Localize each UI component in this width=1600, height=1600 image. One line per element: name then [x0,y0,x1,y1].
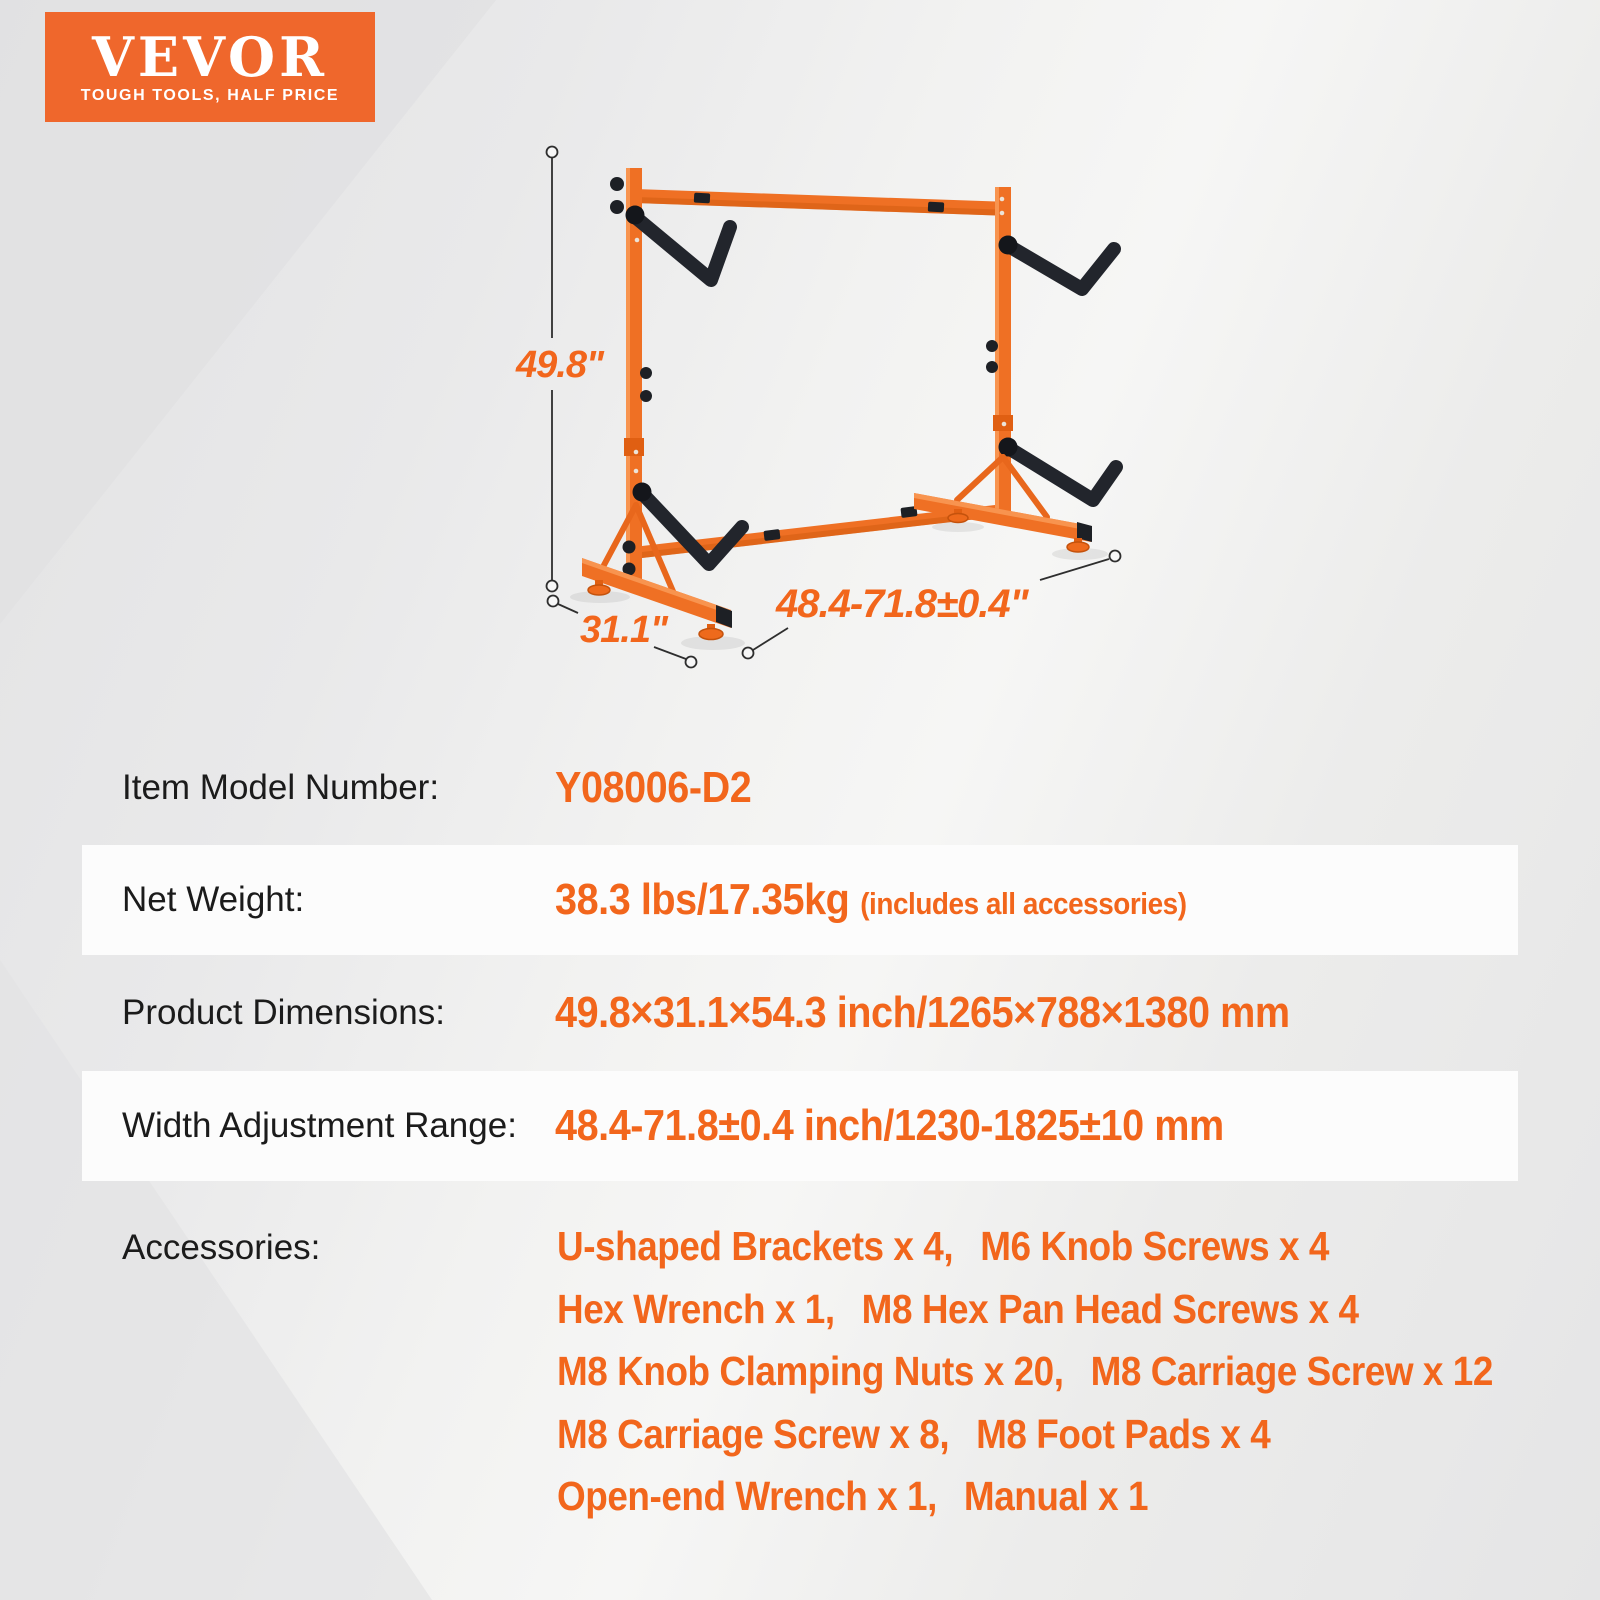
spec-label-model-number: Item Model Number: [122,768,440,807]
product-figure [480,130,1180,700]
foam-arm-upper-left [634,216,730,280]
vevor-logo [45,12,375,122]
dim-width-label: 48.4-71.8±0.4" [776,582,1028,626]
foam-arm-upper-right [1007,245,1114,289]
accessories-line-1: U-shaped Brackets x 4, M6 Knob Screws x 4 [557,1223,1329,1269]
accessories-line-2: Hex Wrench x 1, M8 Hex Pan Head Screws x 4 [557,1286,1359,1332]
list-separator: , [824,1286,853,1332]
spec-value-width-range: 48.4-71.8±0.4 inch/1230-1825±10 mm [555,1101,1224,1150]
spec-value-model-number: Y08006-D2 [555,763,752,812]
list-separator: , [927,1473,955,1519]
dim-height-label: 49.8" [516,344,603,386]
list-separator: , [1053,1348,1082,1394]
accessories-line-5: Open-end Wrench x 1, Manual x 1 [557,1473,1149,1519]
spec-value-dimensions: 49.8×31.1×54.3 inch/1265×788×1380 mm [555,988,1290,1037]
spec-label-net-weight: Net Weight: [122,880,305,919]
spec-label-width-range: Width Adjustment Range: [122,1106,517,1145]
net-weight-value: 38.3 lbs/17.35kg [555,875,850,924]
spec-label-dimensions: Product Dimensions: [122,993,445,1032]
brand-name: VEVOR [92,25,328,89]
foam-arm-lower-right [1007,447,1116,500]
brand-tagline: TOUGH TOOLS, HALF PRICE [80,87,340,104]
list-separator: , [939,1411,968,1457]
dim-depth-label: 31.1" [580,609,667,651]
spec-value-net-weight [555,873,1187,927]
list-separator: , [943,1223,972,1269]
accessories-line-4: M8 Carriage Screw x 8, M8 Foot Pads x 4 [557,1411,1271,1457]
net-weight-note: (includes all accessories) [860,886,1187,921]
spec-label-accessories: Accessories: [122,1228,321,1267]
accessories-line-3: M8 Knob Clamping Nuts x 20, M8 Carriage Screw x 12 [557,1348,1493,1394]
